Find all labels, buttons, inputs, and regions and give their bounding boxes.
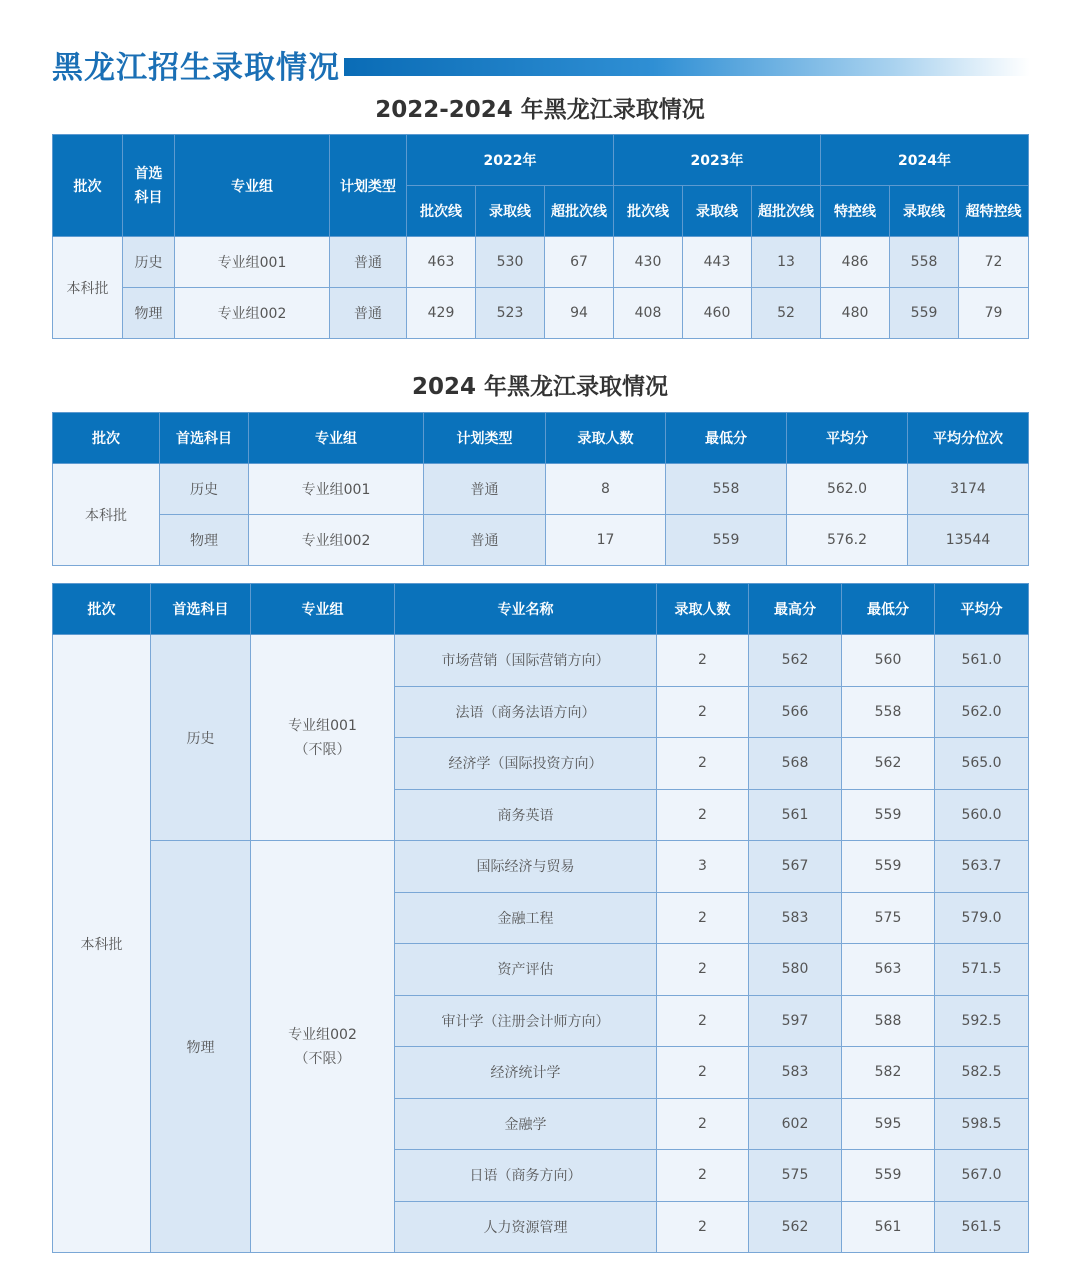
header-subject bbox=[123, 135, 175, 237]
table-row bbox=[53, 288, 1029, 339]
cell-value: 52 bbox=[752, 288, 821, 339]
cell-subject: 物理 bbox=[151, 841, 251, 1253]
header-count: 录取人数 bbox=[657, 584, 749, 635]
cell-value: 72 bbox=[959, 237, 1029, 288]
cell-avg-score: 567.0 bbox=[935, 1150, 1029, 1202]
header-2024-over-line: 超特控线 bbox=[959, 186, 1029, 237]
cell-major: 法语（商务法语方向） bbox=[395, 686, 657, 738]
cell-avg-score: 571.5 bbox=[935, 944, 1029, 996]
header-min-score: 最低分 bbox=[842, 584, 935, 635]
cell-value: 460 bbox=[683, 288, 752, 339]
cell-avg-score: 560.0 bbox=[935, 789, 1029, 841]
table-row bbox=[53, 635, 1029, 687]
cell-max-score: 562 bbox=[749, 635, 842, 687]
cell-count: 2 bbox=[657, 1047, 749, 1099]
cell-min-score: 563 bbox=[842, 944, 935, 996]
header-subject-text: 首选科目 bbox=[134, 165, 163, 206]
header-avg-score: 平均分 bbox=[787, 413, 908, 464]
cell-max-score: 568 bbox=[749, 738, 842, 790]
header-count: 录取人数 bbox=[546, 413, 666, 464]
cell-major: 商务英语 bbox=[395, 789, 657, 841]
cell-value: 408 bbox=[614, 288, 683, 339]
cell-max-score: 566 bbox=[749, 686, 842, 738]
header-batch: 批次 bbox=[53, 584, 151, 635]
cell-count: 2 bbox=[657, 1098, 749, 1150]
cell-max-score: 602 bbox=[749, 1098, 842, 1150]
cell-value: 530 bbox=[476, 237, 545, 288]
cell-max-score: 567 bbox=[749, 841, 842, 893]
cell-subject: 历史 bbox=[151, 635, 251, 841]
cell-min-score: 588 bbox=[842, 995, 935, 1047]
cell-value: 94 bbox=[545, 288, 614, 339]
cell-max-score: 583 bbox=[749, 892, 842, 944]
title-decoration-bar bbox=[344, 58, 1030, 76]
cell-subject: 历史 bbox=[123, 237, 175, 288]
cell-plan: 普通 bbox=[424, 464, 546, 515]
table-row bbox=[53, 237, 1029, 288]
cell-value: 429 bbox=[407, 288, 476, 339]
cell-avg-score: 563.7 bbox=[935, 841, 1029, 893]
header-batch: 批次 bbox=[53, 135, 123, 237]
cell-count: 2 bbox=[657, 1150, 749, 1202]
cell-value: 558 bbox=[890, 237, 959, 288]
table-row bbox=[53, 841, 1029, 893]
cell-value: 480 bbox=[821, 288, 890, 339]
cell-max-score: 561 bbox=[749, 789, 842, 841]
header-avg-score: 平均分 bbox=[935, 584, 1029, 635]
cell-major: 经济统计学 bbox=[395, 1047, 657, 1099]
cell-group: 专业组001 bbox=[175, 237, 330, 288]
cell-major: 资产评估 bbox=[395, 944, 657, 996]
cell-value: 463 bbox=[407, 237, 476, 288]
cell-avg-score: 562.0 bbox=[935, 686, 1029, 738]
header-year-2023: 2023年 bbox=[614, 135, 821, 186]
header-plan: 计划类型 bbox=[330, 135, 407, 237]
cell-group: 专业组002 bbox=[175, 288, 330, 339]
cell-min-score: 561 bbox=[842, 1201, 935, 1253]
header-2023-over-line: 超批次线 bbox=[752, 186, 821, 237]
cell-min-score: 558 bbox=[842, 686, 935, 738]
header-2023-admit-line: 录取线 bbox=[683, 186, 752, 237]
cell-avg-score: 579.0 bbox=[935, 892, 1029, 944]
header-2022-admit-line: 录取线 bbox=[476, 186, 545, 237]
cell-avg-score: 561.0 bbox=[935, 635, 1029, 687]
cell-batch: 本科批 bbox=[53, 464, 160, 566]
cell-min-score: 595 bbox=[842, 1098, 935, 1150]
cell-max-score: 575 bbox=[749, 1150, 842, 1202]
header-batch: 批次 bbox=[53, 413, 160, 464]
header-year-2022: 2022年 bbox=[407, 135, 614, 186]
cell-max-score: 562 bbox=[749, 1201, 842, 1253]
cell-avg-rank: 13544 bbox=[908, 515, 1029, 566]
table-row bbox=[53, 515, 1029, 566]
cell-min-score: 562 bbox=[842, 738, 935, 790]
cell-avg-score: 565.0 bbox=[935, 738, 1029, 790]
cell-major: 审计学（注册会计师方向） bbox=[395, 995, 657, 1047]
header-avg-rank: 平均分位次 bbox=[908, 413, 1029, 464]
cell-max-score: 580 bbox=[749, 944, 842, 996]
cell-count: 8 bbox=[546, 464, 666, 515]
cell-avg-score: 598.5 bbox=[935, 1098, 1029, 1150]
cell-count: 3 bbox=[657, 841, 749, 893]
cell-subject: 物理 bbox=[160, 515, 249, 566]
cell-plan: 普通 bbox=[330, 237, 407, 288]
cell-avg-score: 582.5 bbox=[935, 1047, 1029, 1099]
cell-value: 443 bbox=[683, 237, 752, 288]
group-name: 专业组001 bbox=[288, 717, 357, 734]
cell-count: 2 bbox=[657, 944, 749, 996]
cell-min-score: 559 bbox=[842, 841, 935, 893]
cell-batch: 本科批 bbox=[53, 635, 151, 1253]
cell-avg-score: 592.5 bbox=[935, 995, 1029, 1047]
cell-major: 国际经济与贸易 bbox=[395, 841, 657, 893]
header-2022-batch-line: 批次线 bbox=[407, 186, 476, 237]
admission-table-2024 bbox=[52, 412, 1029, 566]
cell-avg-rank: 3174 bbox=[908, 464, 1029, 515]
group-limit: （不限） bbox=[294, 1050, 351, 1067]
header-group: 专业组 bbox=[251, 584, 395, 635]
header-2022-over-line: 超批次线 bbox=[545, 186, 614, 237]
cell-major: 市场营销（国际营销方向） bbox=[395, 635, 657, 687]
cell-count: 2 bbox=[657, 789, 749, 841]
cell-major: 日语（商务方向） bbox=[395, 1150, 657, 1202]
header-group: 专业组 bbox=[175, 135, 330, 237]
header-year-2024: 2024年 bbox=[821, 135, 1029, 186]
cell-plan: 普通 bbox=[330, 288, 407, 339]
admission-table-2022-2024 bbox=[52, 134, 1029, 339]
header-max-score: 最高分 bbox=[749, 584, 842, 635]
cell-group bbox=[251, 841, 395, 1253]
cell-value: 523 bbox=[476, 288, 545, 339]
cell-value: 486 bbox=[821, 237, 890, 288]
group-limit: （不限） bbox=[294, 741, 351, 758]
cell-min-score: 559 bbox=[666, 515, 787, 566]
cell-max-score: 583 bbox=[749, 1047, 842, 1099]
cell-major: 金融工程 bbox=[395, 892, 657, 944]
table2-title: 2024 年黑龙江录取情况 bbox=[411, 374, 669, 400]
cell-group: 专业组001 bbox=[249, 464, 424, 515]
group-name: 专业组002 bbox=[288, 1026, 357, 1043]
cell-plan: 普通 bbox=[424, 515, 546, 566]
header-min-score: 最低分 bbox=[666, 413, 787, 464]
cell-avg-score: 561.5 bbox=[935, 1201, 1029, 1253]
cell-value: 430 bbox=[614, 237, 683, 288]
major-admission-table bbox=[52, 583, 1029, 1253]
header-major: 专业名称 bbox=[395, 584, 657, 635]
cell-max-score: 597 bbox=[749, 995, 842, 1047]
table-row bbox=[53, 464, 1029, 515]
header-2024-special-line: 特控线 bbox=[821, 186, 890, 237]
cell-value: 559 bbox=[890, 288, 959, 339]
cell-avg-score: 576.2 bbox=[787, 515, 908, 566]
table1-title: 2022-2024 年黑龙江录取情况 bbox=[375, 97, 705, 123]
cell-group bbox=[251, 635, 395, 841]
cell-avg-score: 562.0 bbox=[787, 464, 908, 515]
cell-count: 2 bbox=[657, 686, 749, 738]
cell-value: 79 bbox=[959, 288, 1029, 339]
cell-major: 金融学 bbox=[395, 1098, 657, 1150]
cell-min-score: 559 bbox=[842, 789, 935, 841]
cell-min-score: 582 bbox=[842, 1047, 935, 1099]
cell-min-score: 560 bbox=[842, 635, 935, 687]
cell-count: 2 bbox=[657, 995, 749, 1047]
cell-count: 2 bbox=[657, 892, 749, 944]
cell-count: 2 bbox=[657, 738, 749, 790]
cell-major: 人力资源管理 bbox=[395, 1201, 657, 1253]
header-plan: 计划类型 bbox=[424, 413, 546, 464]
cell-batch: 本科批 bbox=[53, 237, 123, 339]
header-2023-batch-line: 批次线 bbox=[614, 186, 683, 237]
page-title: 黑龙江招生录取情况 bbox=[52, 50, 340, 86]
cell-value: 67 bbox=[545, 237, 614, 288]
header-group: 专业组 bbox=[249, 413, 424, 464]
cell-count: 2 bbox=[657, 635, 749, 687]
cell-major: 经济学（国际投资方向） bbox=[395, 738, 657, 790]
cell-min-score: 575 bbox=[842, 892, 935, 944]
cell-min-score: 558 bbox=[666, 464, 787, 515]
cell-count: 2 bbox=[657, 1201, 749, 1253]
cell-subject: 历史 bbox=[160, 464, 249, 515]
cell-group: 专业组002 bbox=[249, 515, 424, 566]
cell-value: 13 bbox=[752, 237, 821, 288]
cell-min-score: 559 bbox=[842, 1150, 935, 1202]
header-2024-admit-line: 录取线 bbox=[890, 186, 959, 237]
header-subject: 首选科目 bbox=[160, 413, 249, 464]
cell-subject: 物理 bbox=[123, 288, 175, 339]
header-subject: 首选科目 bbox=[151, 584, 251, 635]
cell-count: 17 bbox=[546, 515, 666, 566]
